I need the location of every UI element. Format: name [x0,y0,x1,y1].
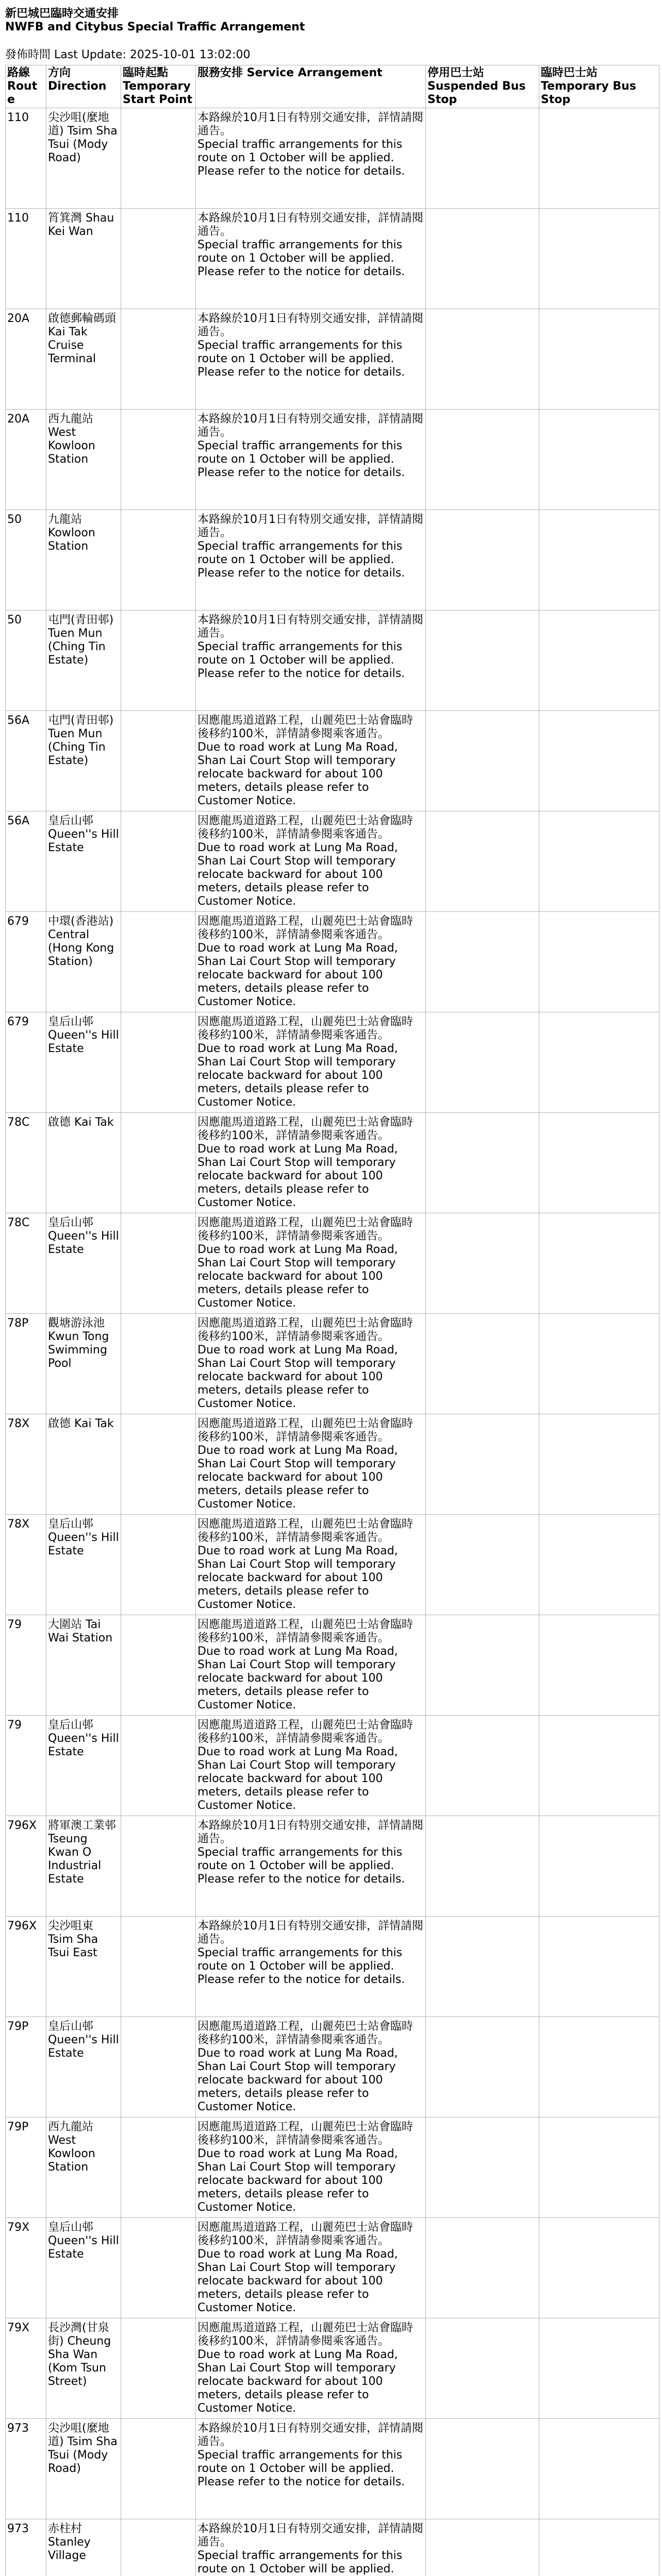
service-arrangement-cell: 因應龍馬道道路工程，山麗苑巴士站會臨時後移約100米，詳情請參閱乘客通告。 Due to road work at Lung Ma Road, Shan Lai Court Stop will temporary relocate backward for about 100 meters, details please refer to Customer Notice. [196,1012,426,1113]
temporary-start-point-cell [121,209,196,309]
service-arrangement-cell: 因應龍馬道道路工程，山麗苑巴士站會臨時後移約100米，詳情請參閱乘客通告。 Due to road work at Lung Ma Road, Shan Lai Court Stop will temporary relocate backward for about 100 meters, details please refer to Customer Notice. [196,811,426,912]
route-cell: 79X [6,2318,46,2419]
route-cell: 79P [6,2017,46,2117]
service-arrangement-cell: 本路線於10月1日有特別交通安排，詳情請閱通告。 Special traffic arrangements for this route on 1 October will be applied. Please refer to the notice for details. [196,611,426,711]
service-arrangement-cell: 因應龍馬道道路工程，山麗苑巴士站會臨時後移約100米，詳情請參閱乘客通告。 Due to road work at Lung Ma Road, Shan Lai Court Stop will temporary relocate backward for about 100 meters, details please refer to Customer Notice. [196,2017,426,2117]
suspended-bus-stop-cell [426,1515,539,1615]
table-row [6,2519,659,2576]
suspended-bus-stop-cell [426,410,539,510]
table-header-row [6,65,659,108]
route-cell: 50 [6,510,46,611]
suspended-bus-stop-cell [426,1917,539,2017]
service-arrangement-cell: 本路線於10月1日有特別交通安排，詳情請閱通告。 Special traffic arrangements for this route on 1 October will be applied. Please refer to the notice for details. [196,108,426,209]
direction-cell: 尖沙咀(麼地道) Tsim Sha Tsui (Mody Road) [46,2419,121,2519]
header-suspended-bus-stop: 停用巴士站 Suspended Bus Stop [426,65,539,108]
temporary-bus-stop-cell [539,2519,659,2576]
temporary-bus-stop-cell [539,2117,659,2218]
suspended-bus-stop-cell [426,510,539,611]
route-cell: 78X [6,1515,46,1615]
temporary-bus-stop-cell [539,1113,659,1213]
service-arrangement-cell: 因應龍馬道道路工程，山麗苑巴士站會臨時後移約100米，詳情請參閱乘客通告。 Due to road work at Lung Ma Road, Shan Lai Court Stop will temporary relocate backward for about 100 meters, details please refer to Customer Notice. [196,1716,426,1816]
table-row [6,1113,659,1213]
temporary-start-point-cell [121,309,196,410]
temporary-start-point-cell [121,1314,196,1414]
temporary-start-point-cell [121,1615,196,1716]
route-cell: 56A [6,711,46,811]
table-row [6,611,659,711]
service-arrangement-cell: 本路線於10月1日有特別交通安排，詳情請閱通告。 Special traffic arrangements for this route on 1 October will be applied. Please refer to the notice for details. [196,309,426,410]
temporary-start-point-cell [121,108,196,209]
direction-cell: 長沙灣(甘泉街) Cheung Sha Wan (Kom Tsun Street) [46,2318,121,2419]
direction-cell: 皇后山邨 Queen''s Hill Estate [46,1515,121,1615]
route-cell: 110 [6,108,46,209]
table-row [6,410,659,510]
temporary-bus-stop-cell [539,2318,659,2419]
service-arrangement-cell: 因應龍馬道道路工程，山麗苑巴士站會臨時後移約100米，詳情請參閱乘客通告。 Due to road work at Lung Ma Road, Shan Lai Court Stop will temporary relocate backward for about 100 meters, details please refer to Customer Notice. [196,1113,426,1213]
header-route: 路線 Route [6,65,46,108]
suspended-bus-stop-cell [426,1012,539,1113]
service-arrangement-cell: 因應龍馬道道路工程，山麗苑巴士站會臨時後移約100米，詳情請參閱乘客通告。 Due to road work at Lung Ma Road, Shan Lai Court Stop will temporary relocate backward for about 100 meters, details please refer to Customer Notice. [196,711,426,811]
service-arrangement-cell: 本路線於10月1日有特別交通安排，詳情請閱通告。 Special traffic arrangements for this route on 1 October will be applied. [196,2519,426,2576]
temporary-bus-stop-cell [539,1515,659,1615]
table-row [6,811,659,912]
direction-cell: 皇后山邨 Queen''s Hill Estate [46,1213,121,1314]
temporary-bus-stop-cell [539,410,659,510]
temporary-bus-stop-cell [539,912,659,1012]
table-row [6,912,659,1012]
direction-cell: 尖沙咀(麼地道) Tsim Sha Tsui (Mody Road) [46,108,121,209]
temporary-start-point-cell [121,2318,196,2419]
temporary-start-point-cell [121,711,196,811]
temporary-start-point-cell [121,1917,196,2017]
temporary-bus-stop-cell [539,2419,659,2519]
temporary-bus-stop-cell [539,309,659,410]
suspended-bus-stop-cell [426,711,539,811]
direction-cell: 皇后山邨 Queen''s Hill Estate [46,2017,121,2117]
direction-cell: 皇后山邨 Queen''s Hill Estate [46,1716,121,1816]
temporary-bus-stop-cell [539,209,659,309]
suspended-bus-stop-cell [426,1414,539,1515]
temporary-bus-stop-cell [539,611,659,711]
service-arrangement-cell: 因應龍馬道道路工程，山麗苑巴士站會臨時後移約100米，詳情請參閱乘客通告。 Due to road work at Lung Ma Road, Shan Lai Court Stop will temporary relocate backward for about 100 meters, details please refer to Customer Notice. [196,1213,426,1314]
table-row [6,1314,659,1414]
header-temporary-start-point: 臨時起點 Temporary Start Point [121,65,196,108]
table-row [6,2419,659,2519]
service-arrangement-cell: 因應龍馬道道路工程，山麗苑巴士站會臨時後移約100米，詳情請參閱乘客通告。 Due to road work at Lung Ma Road, Shan Lai Court Stop will temporary relocate backward for about 100 meters, details please refer to Customer Notice. [196,2117,426,2218]
temporary-start-point-cell [121,1716,196,1816]
direction-cell: 皇后山邨 Queen''s Hill Estate [46,2218,121,2318]
suspended-bus-stop-cell [426,912,539,1012]
route-cell: 20A [6,410,46,510]
table-row [6,510,659,611]
temporary-start-point-cell [121,510,196,611]
temporary-start-point-cell [121,2017,196,2117]
temporary-bus-stop-cell [539,1917,659,2017]
route-cell: 56A [6,811,46,912]
suspended-bus-stop-cell [426,1615,539,1716]
suspended-bus-stop-cell [426,108,539,209]
route-cell: 79P [6,2117,46,2218]
table-row [6,711,659,811]
temporary-start-point-cell [121,410,196,510]
table-row [6,209,659,309]
suspended-bus-stop-cell [426,611,539,711]
direction-cell: 西九龍站 West Kowloon Station [46,410,121,510]
temporary-start-point-cell [121,1012,196,1113]
direction-cell: 大圍站 Tai Wai Station [46,1615,121,1716]
traffic-arrangement-table [5,65,659,2576]
route-cell: 973 [6,2519,46,2576]
direction-cell: 屯門(青田邨) Tuen Mun (Ching Tin Estate) [46,711,121,811]
route-cell: 79 [6,1716,46,1816]
direction-cell: 啟德郵輪碼頭 Kai Tak Cruise Terminal [46,309,121,410]
temporary-bus-stop-cell [539,1213,659,1314]
header-service-arrangement: 服務安排 Service Arrangement [196,65,426,108]
suspended-bus-stop-cell [426,1816,539,1917]
header-direction: 方向 Direction [46,65,121,108]
direction-cell: 皇后山邨 Queen''s Hill Estate [46,1012,121,1113]
temporary-start-point-cell [121,811,196,912]
temporary-start-point-cell [121,1414,196,1515]
table-row [6,1213,659,1314]
temporary-bus-stop-cell [539,2218,659,2318]
direction-cell: 九龍站 Kowloon Station [46,510,121,611]
service-arrangement-cell: 本路線於10月1日有特別交通安排，詳情請閱通告。 Special traffic arrangements for this route on 1 October will be applied. Please refer to the notice for details. [196,209,426,309]
service-arrangement-cell: 因應龍馬道道路工程，山麗苑巴士站會臨時後移約100米，詳情請參閱乘客通告。 Due to road work at Lung Ma Road, Shan Lai Court Stop will temporary relocate backward for about 100 meters, details please refer to Customer Notice. [196,2318,426,2419]
temporary-bus-stop-cell [539,2017,659,2117]
suspended-bus-stop-cell [426,2017,539,2117]
route-cell: 78P [6,1314,46,1414]
temporary-bus-stop-cell [539,108,659,209]
suspended-bus-stop-cell [426,811,539,912]
temporary-bus-stop-cell [539,811,659,912]
direction-cell: 赤柱村 Stanley Village [46,2519,121,2576]
route-cell: 679 [6,912,46,1012]
temporary-start-point-cell [121,611,196,711]
temporary-start-point-cell [121,1113,196,1213]
direction-cell: 啟德 Kai Tak [46,1414,121,1515]
temporary-bus-stop-cell [539,1816,659,1917]
temporary-bus-stop-cell [539,711,659,811]
route-cell: 796X [6,1917,46,2017]
service-arrangement-cell: 因應龍馬道道路工程，山麗苑巴士站會臨時後移約100米，詳情請參閱乘客通告。 Due to road work at Lung Ma Road, Shan Lai Court Stop will temporary relocate backward for about 100 meters, details please refer to Customer Notice. [196,1615,426,1716]
suspended-bus-stop-cell [426,2318,539,2419]
direction-cell: 西九龍站 West Kowloon Station [46,2117,121,2218]
service-arrangement-cell: 因應龍馬道道路工程，山麗苑巴士站會臨時後移約100米，詳情請參閱乘客通告。 Due to road work at Lung Ma Road, Shan Lai Court Stop will temporary relocate backward for about 100 meters, details please refer to Customer Notice. [196,1515,426,1615]
direction-cell: 皇后山邨 Queen''s Hill Estate [46,811,121,912]
suspended-bus-stop-cell [426,2117,539,2218]
table-row [6,1716,659,1816]
temporary-bus-stop-cell [539,1414,659,1515]
table-row [6,1816,659,1917]
table-row [6,2017,659,2117]
route-cell: 78C [6,1113,46,1213]
route-cell: 79 [6,1615,46,1716]
service-arrangement-cell: 因應龍馬道道路工程，山麗苑巴士站會臨時後移約100米，詳情請參閱乘客通告。 Due to road work at Lung Ma Road, Shan Lai Court Stop will temporary relocate backward for about 100 meters, details please refer to Customer Notice. [196,2218,426,2318]
temporary-start-point-cell [121,1213,196,1314]
table-row [6,1515,659,1615]
direction-cell: 將軍澳工業邨 Tseung Kwan O Industrial Estate [46,1816,121,1917]
route-cell: 20A [6,309,46,410]
route-cell: 78X [6,1414,46,1515]
direction-cell: 啟德 Kai Tak [46,1113,121,1213]
service-arrangement-cell: 因應龍馬道道路工程，山麗苑巴士站會臨時後移約100米，詳情請參閱乘客通告。 Due to road work at Lung Ma Road, Shan Lai Court Stop will temporary relocate backward for about 100 meters, details please refer to Customer Notice. [196,912,426,1012]
table-row [6,1917,659,2017]
temporary-bus-stop-cell [539,1314,659,1414]
temporary-start-point-cell [121,2419,196,2519]
temporary-start-point-cell [121,1515,196,1615]
route-cell: 679 [6,1012,46,1113]
suspended-bus-stop-cell [426,2419,539,2519]
suspended-bus-stop-cell [426,2218,539,2318]
table-row [6,309,659,410]
suspended-bus-stop-cell [426,1113,539,1213]
page-title: 新巴城巴臨時交通安排 NWFB and Citybus Special Traffic Arrangement [5,7,305,33]
suspended-bus-stop-cell [426,1213,539,1314]
table-row [6,108,659,209]
table-row [6,1012,659,1113]
table-row [6,2318,659,2419]
last-update: 發佈時間 Last Update: 2025-10-01 13:02:00 [5,48,251,61]
service-arrangement-cell: 本路線於10月1日有特別交通安排，詳情請閱通告。 Special traffic arrangements for this route on 1 October will be applied. Please refer to the notice for details. [196,1917,426,2017]
route-cell: 50 [6,611,46,711]
temporary-bus-stop-cell [539,1615,659,1716]
suspended-bus-stop-cell [426,309,539,410]
temporary-start-point-cell [121,2519,196,2576]
temporary-start-point-cell [121,912,196,1012]
direction-cell: 觀塘游泳池 Kwun Tong Swimming Pool [46,1314,121,1414]
suspended-bus-stop-cell [426,209,539,309]
service-arrangement-cell: 本路線於10月1日有特別交通安排，詳情請閱通告。 Special traffic arrangements for this route on 1 October will be applied. Please refer to the notice for details. [196,2419,426,2519]
temporary-bus-stop-cell [539,510,659,611]
service-arrangement-cell: 本路線於10月1日有特別交通安排，詳情請閱通告。 Special traffic arrangements for this route on 1 October will be applied. Please refer to the notice for details. [196,510,426,611]
table-row [6,1615,659,1716]
route-cell: 973 [6,2419,46,2519]
temporary-bus-stop-cell [539,1716,659,1816]
service-arrangement-cell: 本路線於10月1日有特別交通安排，詳情請閱通告。 Special traffic arrangements for this route on 1 October will be applied. Please refer to the notice for details. [196,410,426,510]
header-temporary-bus-stop: 臨時巴士站 Temporary Bus Stop [539,65,659,108]
suspended-bus-stop-cell [426,1716,539,1816]
route-cell: 110 [6,209,46,309]
table-row [6,2117,659,2218]
direction-cell: 尖沙咀東 Tsim Sha Tsui East [46,1917,121,2017]
temporary-bus-stop-cell [539,1012,659,1113]
direction-cell: 中環(香港站) Central (Hong Kong Station) [46,912,121,1012]
direction-cell: 筲箕灣 Shau Kei Wan [46,209,121,309]
temporary-start-point-cell [121,2117,196,2218]
direction-cell: 屯門(青田邨) Tuen Mun (Ching Tin Estate) [46,611,121,711]
service-arrangement-cell: 本路線於10月1日有特別交通安排，詳情請閱通告。 Special traffic arrangements for this route on 1 October will be applied. Please refer to the notice for details. [196,1816,426,1917]
suspended-bus-stop-cell [426,2519,539,2576]
suspended-bus-stop-cell [426,1314,539,1414]
table-body [6,108,659,2576]
temporary-start-point-cell [121,2218,196,2318]
table-row [6,2218,659,2318]
service-arrangement-cell: 因應龍馬道道路工程，山麗苑巴士站會臨時後移約100米，詳情請參閱乘客通告。 Due to road work at Lung Ma Road, Shan Lai Court Stop will temporary relocate backward for about 100 meters, details please refer to Customer Notice. [196,1414,426,1515]
route-cell: 79X [6,2218,46,2318]
route-cell: 796X [6,1816,46,1917]
service-arrangement-cell: 因應龍馬道道路工程，山麗苑巴士站會臨時後移約100米，詳情請參閱乘客通告。 Due to road work at Lung Ma Road, Shan Lai Court Stop will temporary relocate backward for about 100 meters, details please refer to Customer Notice. [196,1314,426,1414]
temporary-start-point-cell [121,1816,196,1917]
table-row [6,1414,659,1515]
route-cell: 78C [6,1213,46,1314]
